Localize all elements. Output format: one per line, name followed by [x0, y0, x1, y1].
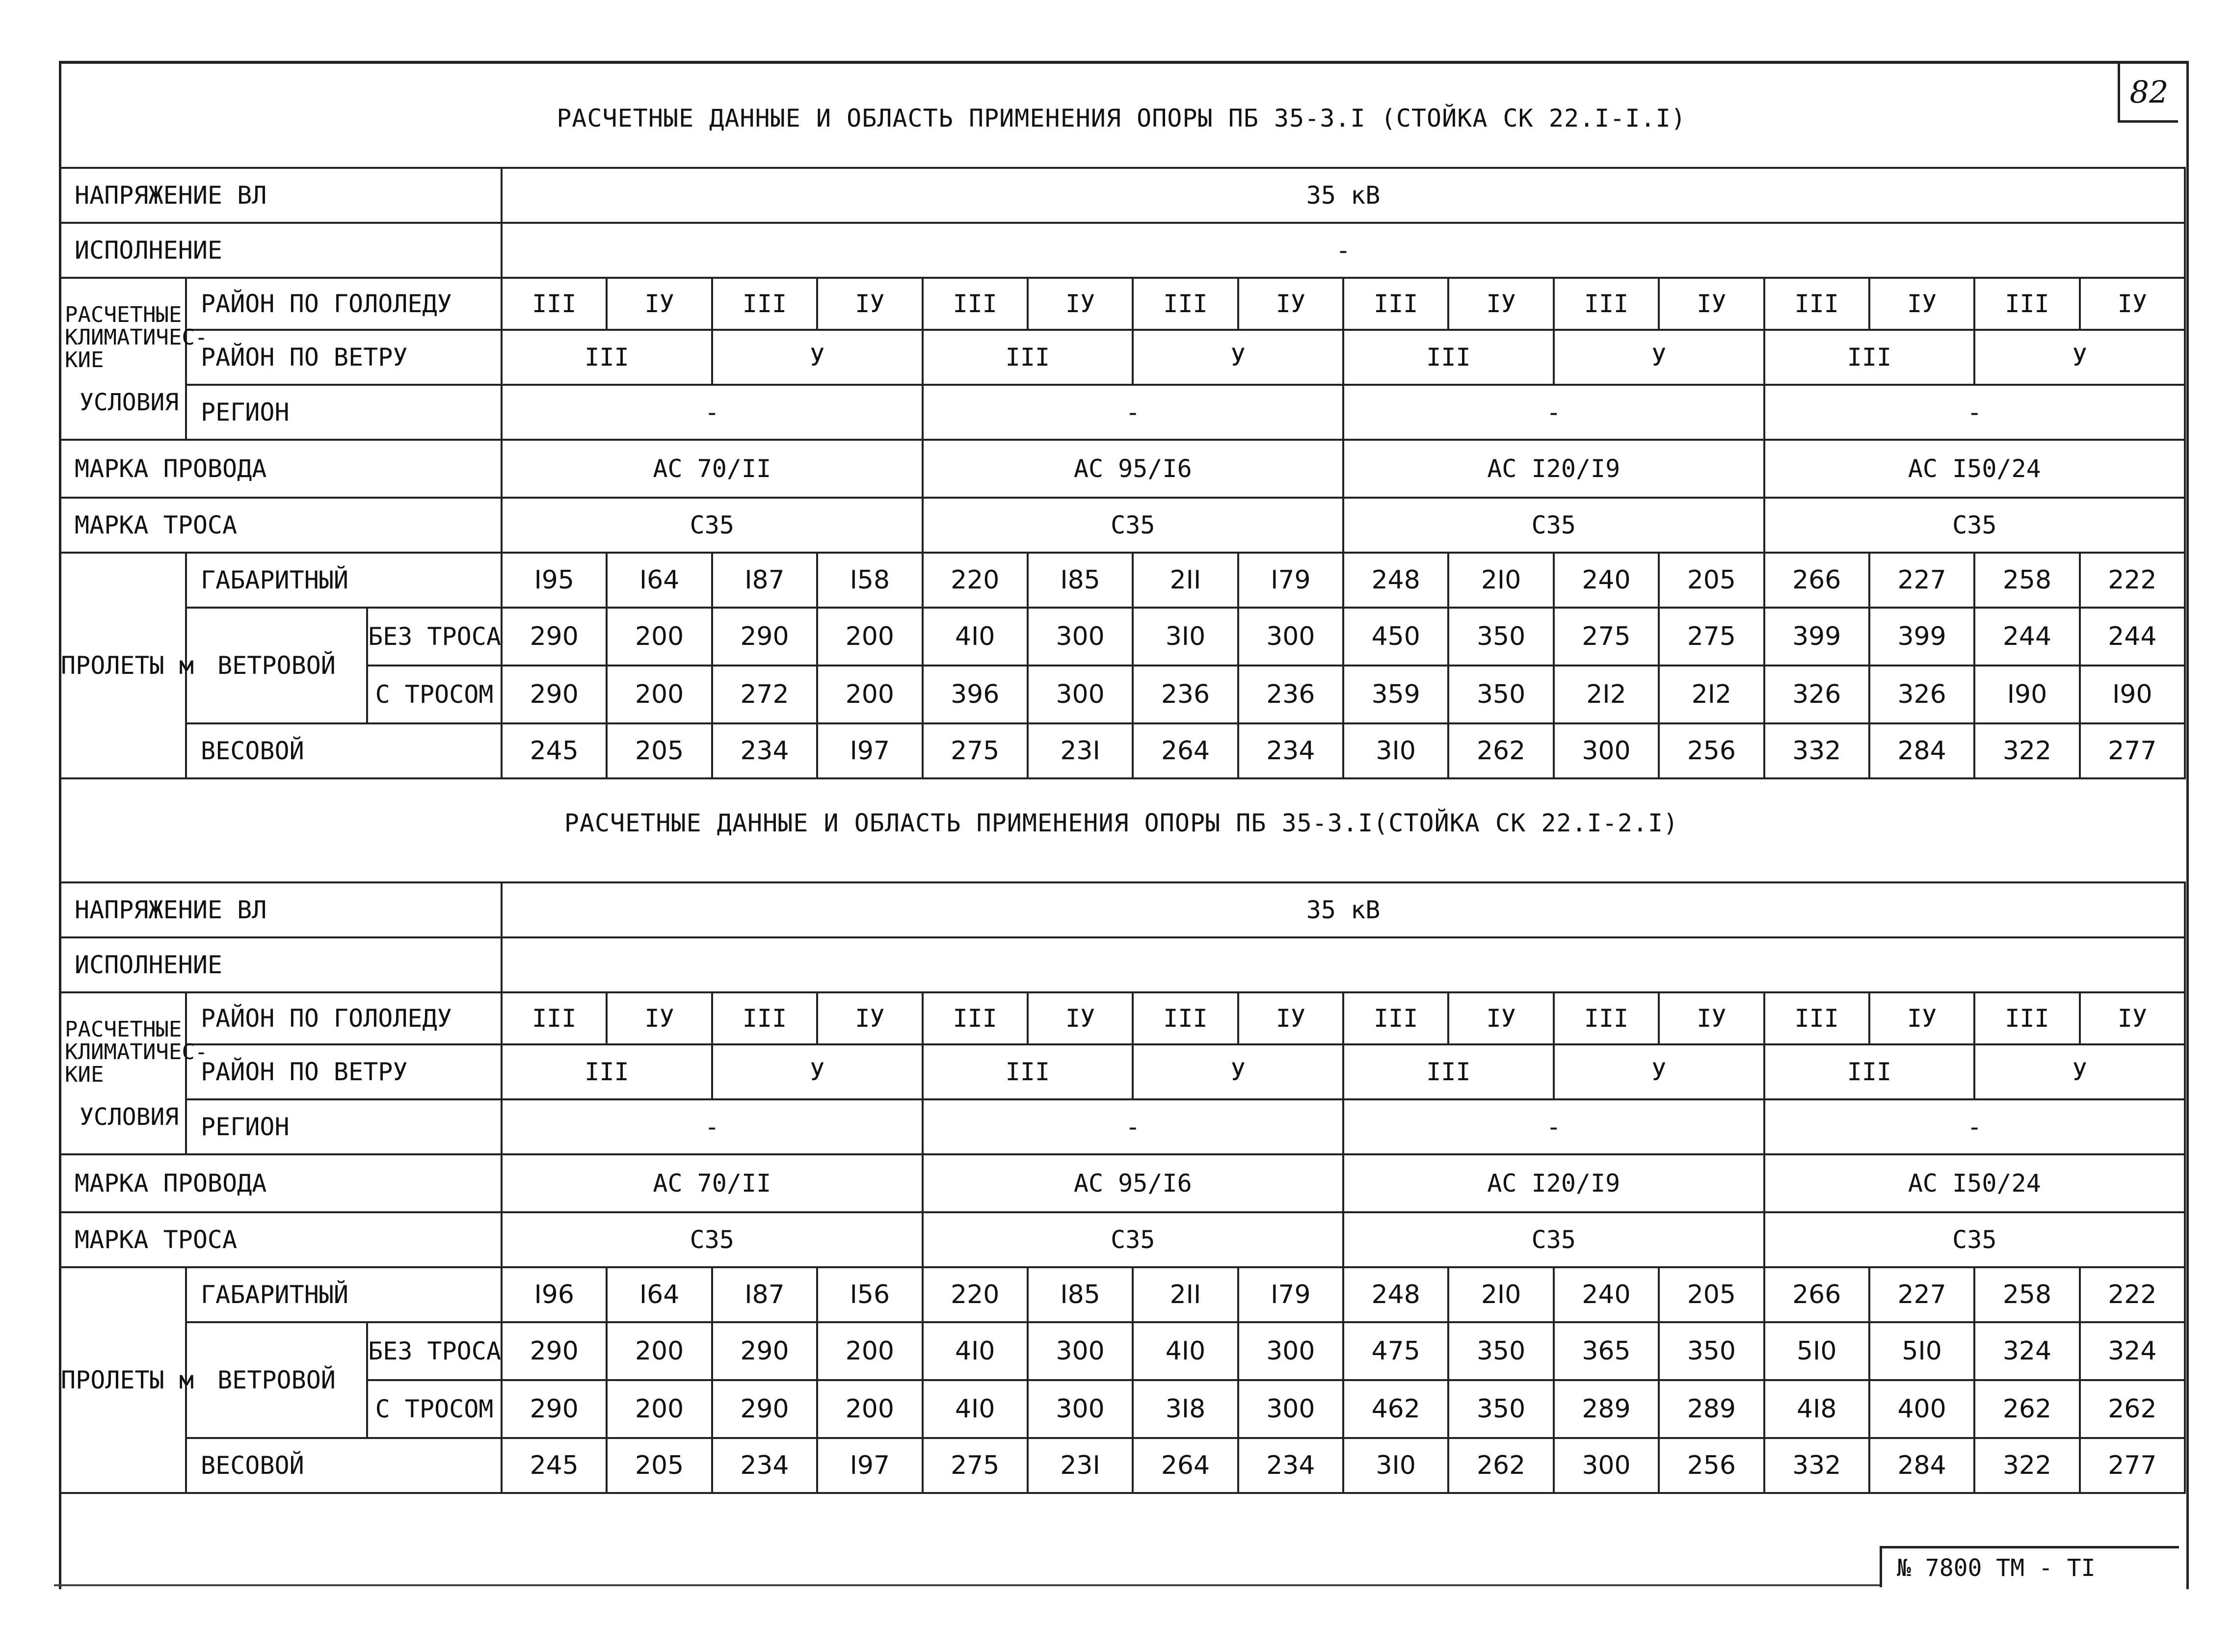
climatic-conditions-label	[60, 992, 208, 1154]
wind-with-cable-cell: 4I0	[923, 1380, 1028, 1438]
wind-with-cable-cell: 350	[1448, 1380, 1553, 1438]
ice-district-cell: IУ	[607, 278, 712, 330]
wire-cell: АС 70/II	[502, 1154, 923, 1212]
table-row	[60, 1380, 2185, 1438]
gabarit-cell: 240	[1554, 553, 1659, 608]
table-row	[60, 1044, 2185, 1099]
spans-label: ПРОЛЕТЫ м	[60, 553, 186, 778]
with-cable-label: С ТРОСОМ	[367, 666, 502, 723]
wind-with-cable-cell: 300	[1028, 1380, 1133, 1438]
wind-no-cable-cell: 290	[502, 608, 607, 666]
table-1-caption: РАСЧЕТНЫЕ ДАННЫЕ И ОБЛАСТЬ ПРИМЕНЕНИЯ ОПОРЫ ПБ 35-3.I (СТОЙКА СК 22.I-I.I)	[557, 104, 1686, 133]
ice-district-cell: IУ	[1869, 278, 1974, 330]
region-cell: -	[502, 385, 923, 440]
data-table-2	[59, 881, 2186, 1494]
ice-district-cell: III	[1764, 278, 1869, 330]
weight-cell: 23I	[1028, 1438, 1133, 1493]
cable-label: МАРКА ТРОСА	[60, 498, 502, 553]
climatic-label: РАСЧЕТНЫЕ КЛИМАТИЧЕС-КИЕ	[65, 302, 208, 373]
wind-no-cable-cell: 3I0	[1133, 608, 1238, 666]
table-row	[60, 937, 2185, 992]
wire-label: МАРКА ПРОВОДА	[60, 440, 502, 498]
cable-cell: С35	[502, 498, 923, 553]
table-row	[60, 1099, 2185, 1154]
ice-district-cell: IУ	[2080, 278, 2185, 330]
ice-district-cell: IУ	[1869, 992, 1974, 1044]
wind-with-cable-cell: 262	[1974, 1380, 2079, 1438]
region-cell: -	[502, 1099, 923, 1154]
wind-district-cell: У	[1133, 330, 1343, 385]
wind-with-cable-cell: 290	[712, 1380, 817, 1438]
wind-district-cell: III	[502, 330, 712, 385]
no-cable-label: БЕЗ ТРОСА	[367, 608, 502, 666]
cable-cell: С35	[923, 498, 1344, 553]
gabarit-cell: I64	[607, 553, 712, 608]
ice-district-cell: IУ	[817, 278, 922, 330]
wind-no-cable-cell: 200	[817, 608, 922, 666]
weight-label: ВЕСОВОЙ	[186, 723, 502, 778]
wind-with-cable-cell: 300	[1238, 1380, 1343, 1438]
ice-district-cell: IУ	[1448, 992, 1553, 1044]
weight-cell: 275	[923, 1438, 1028, 1493]
wind-with-cable-cell: 200	[817, 1380, 922, 1438]
weight-cell: 23I	[1028, 723, 1133, 778]
ice-district-label: РАЙОН ПО ГОЛОЛЕДУ	[186, 278, 502, 330]
wind-district-cell: У	[1554, 330, 1764, 385]
wind-no-cable-cell: 4I0	[923, 1322, 1028, 1380]
wire-cell: АС I50/24	[1764, 1154, 2185, 1212]
gabarit-cell: 227	[1869, 1267, 1974, 1322]
gabarit-cell: 222	[2080, 553, 2185, 608]
ice-district-cell: IУ	[2080, 992, 2185, 1044]
wind-with-cable-cell: 290	[502, 666, 607, 723]
ice-district-cell: IУ	[1238, 992, 1343, 1044]
wind-no-cable-cell: 300	[1238, 1322, 1343, 1380]
execution-label: ИСПОЛНЕНИЕ	[60, 937, 502, 992]
table-row	[60, 168, 2185, 223]
wind-no-cable-cell: 275	[1659, 608, 1764, 666]
wind-district-label: РАЙОН ПО ВЕТРУ	[186, 330, 502, 385]
gabarit-cell: I79	[1238, 553, 1343, 608]
wind-no-cable-cell: 475	[1343, 1322, 1448, 1380]
wind-district-cell: III	[1764, 1044, 1975, 1099]
table-row	[60, 385, 2185, 440]
wind-no-cable-cell: 5I0	[1869, 1322, 1974, 1380]
ice-district-cell: IУ	[1028, 278, 1133, 330]
wind-no-cable-cell: 399	[1869, 608, 1974, 666]
wind-district-cell: У	[1974, 330, 2185, 385]
table-row	[60, 1438, 2185, 1493]
wind-no-cable-cell: 275	[1554, 608, 1659, 666]
cable-label: МАРКА ТРОСА	[60, 1212, 502, 1267]
cable-cell: С35	[1343, 1212, 1764, 1267]
ice-district-label: РАЙОН ПО ГОЛОЛЕДУ	[186, 992, 502, 1044]
wind-with-cable-cell: 289	[1554, 1380, 1659, 1438]
wind-with-cable-cell: 326	[1764, 666, 1869, 723]
execution-value	[502, 937, 2185, 992]
table-row	[60, 666, 2185, 723]
wire-cell: АС I20/I9	[1343, 440, 1764, 498]
spans-label: ПРОЛЕТЫ м	[60, 1267, 186, 1493]
gabarit-cell: 266	[1764, 553, 1869, 608]
gabarit-cell: 258	[1974, 553, 2079, 608]
wind-with-cable-cell: 350	[1448, 666, 1553, 723]
bottom-border-line	[54, 1584, 1880, 1586]
weight-cell: 277	[2080, 723, 2185, 778]
voltage-value: 35 кВ	[502, 168, 2185, 223]
cable-cell: С35	[1764, 1212, 2185, 1267]
ice-district-cell: IУ	[817, 992, 922, 1044]
weight-cell: 256	[1659, 1438, 1764, 1493]
wind-with-cable-cell: 359	[1343, 666, 1448, 723]
gabarit-cell: I58	[817, 553, 922, 608]
weight-cell: 277	[2080, 1438, 2185, 1493]
wind-with-cable-cell: 290	[502, 1380, 607, 1438]
weight-cell: 205	[607, 1438, 712, 1493]
gabarit-cell: 2I0	[1448, 553, 1553, 608]
table-body	[60, 882, 2185, 1493]
gabarit-cell: I56	[817, 1267, 922, 1322]
ice-district-cell: IУ	[1659, 278, 1764, 330]
cable-cell: С35	[1764, 498, 2185, 553]
weight-cell: 264	[1133, 723, 1238, 778]
weight-cell: 332	[1764, 1438, 1869, 1493]
wire-cell: АС 95/I6	[923, 440, 1344, 498]
wind-with-cable-cell: 396	[923, 666, 1028, 723]
wind-no-cable-cell: 290	[502, 1322, 607, 1380]
wind-no-cable-cell: 200	[607, 608, 712, 666]
weight-cell: 234	[1238, 1438, 1343, 1493]
wind-with-cable-cell: 262	[2080, 1380, 2185, 1438]
gabarit-cell: 2I0	[1448, 1267, 1553, 1322]
wind-with-cable-cell: 200	[817, 666, 922, 723]
weight-cell: 284	[1869, 1438, 1974, 1493]
wind-no-cable-cell: 324	[1974, 1322, 2079, 1380]
weight-cell: 262	[1448, 1438, 1553, 1493]
weight-cell: 300	[1554, 723, 1659, 778]
wind-district-cell: III	[923, 1044, 1133, 1099]
gabarit-cell: 266	[1764, 1267, 1869, 1322]
wind-district-cell: III	[923, 330, 1133, 385]
wind-no-cable-cell: 244	[2080, 608, 2185, 666]
ice-district-cell: III	[1343, 278, 1448, 330]
document-code-stamp: № 7800 ТМ - ТІ	[1880, 1546, 2179, 1587]
ice-district-cell: III	[1133, 278, 1238, 330]
ice-district-cell: III	[923, 992, 1028, 1044]
wind-district-label: РАЙОН ПО ВЕТРУ	[186, 1044, 502, 1099]
wind-span-label: ВЕТРОВОЙ	[186, 1322, 367, 1438]
wind-no-cable-cell: 200	[817, 1322, 922, 1380]
ice-district-cell: III	[1974, 992, 2079, 1044]
weight-cell: 245	[502, 1438, 607, 1493]
table-body	[60, 168, 2185, 778]
wind-district-cell: У	[1133, 1044, 1343, 1099]
table-row	[60, 223, 2185, 278]
table-row	[60, 992, 2185, 1044]
weight-cell: 262	[1448, 723, 1553, 778]
table-row	[60, 723, 2185, 778]
page-number: 82	[2118, 64, 2178, 123]
ice-district-cell: III	[923, 278, 1028, 330]
wire-cell: АС 95/I6	[923, 1154, 1344, 1212]
table-row	[60, 1267, 2185, 1322]
wind-no-cable-cell: 350	[1448, 1322, 1553, 1380]
cable-cell: С35	[923, 1212, 1344, 1267]
table-row	[60, 278, 2185, 330]
weight-label: ВЕСОВОЙ	[186, 1438, 502, 1493]
gabarit-cell: 2II	[1133, 1267, 1238, 1322]
wind-no-cable-cell: 290	[712, 1322, 817, 1380]
weight-cell: 300	[1554, 1438, 1659, 1493]
wind-no-cable-cell: 300	[1238, 608, 1343, 666]
gabarit-cell: 205	[1659, 553, 1764, 608]
table-row	[60, 1154, 2185, 1212]
region-cell: -	[923, 1099, 1344, 1154]
wind-no-cable-cell: 5I0	[1764, 1322, 1869, 1380]
wind-with-cable-cell: 326	[1869, 666, 1974, 723]
voltage-label: НАПРЯЖЕНИЕ ВЛ	[60, 168, 502, 223]
gabarit-cell: 222	[2080, 1267, 2185, 1322]
region-cell: -	[1764, 385, 2185, 440]
gabarit-cell: I96	[502, 1267, 607, 1322]
wind-no-cable-cell: 300	[1028, 608, 1133, 666]
ice-district-cell: III	[712, 278, 817, 330]
wind-with-cable-cell: I90	[2080, 666, 2185, 723]
table-row	[60, 498, 2185, 553]
gabarit-cell: I85	[1028, 553, 1133, 608]
weight-cell: 245	[502, 723, 607, 778]
gabarit-label: ГАБАРИТНЫЙ	[186, 1267, 502, 1322]
wind-no-cable-cell: 350	[1448, 608, 1553, 666]
gabarit-cell: I85	[1028, 1267, 1133, 1322]
conditions-label: УСЛОВИЯ	[80, 389, 179, 416]
with-cable-label: С ТРОСОМ	[367, 1380, 502, 1438]
weight-cell: 205	[607, 723, 712, 778]
ice-district-cell: IУ	[1448, 278, 1553, 330]
wind-with-cable-cell: 4I8	[1764, 1380, 1869, 1438]
gabarit-cell: I64	[607, 1267, 712, 1322]
wind-no-cable-cell: 4I0	[1133, 1322, 1238, 1380]
gabarit-cell: I95	[502, 553, 607, 608]
wind-no-cable-cell: 450	[1343, 608, 1448, 666]
weight-cell: 256	[1659, 723, 1764, 778]
table-row	[60, 440, 2185, 498]
table-row	[60, 330, 2185, 385]
table-row	[60, 882, 2185, 937]
wind-district-cell: III	[1343, 1044, 1554, 1099]
ice-district-cell: IУ	[607, 992, 712, 1044]
wind-district-cell: У	[1554, 1044, 1764, 1099]
region-cell: -	[1343, 1099, 1764, 1154]
voltage-value: 35 кВ	[502, 882, 2185, 937]
wind-with-cable-cell: 400	[1869, 1380, 1974, 1438]
gabarit-label: ГАБАРИТНЫЙ	[186, 553, 502, 608]
table-row	[60, 1322, 2185, 1380]
wind-district-cell: У	[712, 330, 923, 385]
table-2-caption: РАСЧЕТНЫЕ ДАННЫЕ И ОБЛАСТЬ ПРИМЕНЕНИЯ ОПОРЫ ПБ 35-3.I(СТОЙКА СК 22.I-2.I)	[564, 809, 1679, 837]
table-row	[60, 1212, 2185, 1267]
wind-no-cable-cell: 365	[1554, 1322, 1659, 1380]
gabarit-cell: 248	[1343, 553, 1448, 608]
ice-district-cell: III	[1554, 278, 1659, 330]
wind-with-cable-cell: 462	[1343, 1380, 1448, 1438]
wind-with-cable-cell: 272	[712, 666, 817, 723]
region-cell: -	[923, 385, 1344, 440]
region-label: РЕГИОН	[186, 1099, 502, 1154]
weight-cell: 264	[1133, 1438, 1238, 1493]
weight-cell: I97	[817, 1438, 922, 1493]
gabarit-cell: 2II	[1133, 553, 1238, 608]
gabarit-cell: 205	[1659, 1267, 1764, 1322]
region-cell: -	[1343, 385, 1764, 440]
climatic-conditions-label	[60, 278, 208, 440]
gabarit-cell: 220	[923, 553, 1028, 608]
gabarit-cell: 220	[923, 1267, 1028, 1322]
execution-value: -	[502, 223, 2185, 278]
wind-no-cable-cell: 350	[1659, 1322, 1764, 1380]
ice-district-cell: III	[1554, 992, 1659, 1044]
cable-cell: С35	[502, 1212, 923, 1267]
region-cell: -	[1764, 1099, 2185, 1154]
wind-no-cable-cell: 4I0	[923, 608, 1028, 666]
wind-no-cable-cell: 300	[1028, 1322, 1133, 1380]
region-label: РЕГИОН	[186, 385, 502, 440]
gabarit-cell: 227	[1869, 553, 1974, 608]
no-cable-label: БЕЗ ТРОСА	[367, 1322, 502, 1380]
wind-district-cell: III	[502, 1044, 712, 1099]
wind-with-cable-cell: 200	[607, 666, 712, 723]
weight-cell: 284	[1869, 723, 1974, 778]
data-table-1	[59, 167, 2186, 779]
wind-district-cell: У	[1974, 1044, 2185, 1099]
weight-cell: 234	[712, 1438, 817, 1493]
gabarit-cell: I87	[712, 553, 817, 608]
weight-cell: 234	[712, 723, 817, 778]
wind-with-cable-cell: 2I2	[1554, 666, 1659, 723]
wind-with-cable-cell: 200	[607, 1380, 712, 1438]
ice-district-cell: III	[502, 278, 607, 330]
wind-span-label: ВЕТРОВОЙ	[186, 608, 367, 723]
weight-cell: 332	[1764, 723, 1869, 778]
wind-with-cable-cell: 236	[1238, 666, 1343, 723]
ice-district-cell: III	[1133, 992, 1238, 1044]
weight-cell: I97	[817, 723, 922, 778]
cable-cell: С35	[1343, 498, 1764, 553]
wire-cell: АС I50/24	[1764, 440, 2185, 498]
wind-with-cable-cell: 236	[1133, 666, 1238, 723]
wind-no-cable-cell: 399	[1764, 608, 1869, 666]
wind-no-cable-cell: 290	[712, 608, 817, 666]
ice-district-cell: III	[1764, 992, 1869, 1044]
table-row	[60, 553, 2185, 608]
conditions-label: УСЛОВИЯ	[80, 1103, 179, 1131]
ice-district-cell: III	[712, 992, 817, 1044]
weight-cell: 275	[923, 723, 1028, 778]
ice-district-cell: IУ	[1028, 992, 1133, 1044]
wind-no-cable-cell: 200	[607, 1322, 712, 1380]
wind-district-cell: III	[1343, 330, 1554, 385]
gabarit-cell: 248	[1343, 1267, 1448, 1322]
wind-with-cable-cell: 3I8	[1133, 1380, 1238, 1438]
voltage-label: НАПРЯЖЕНИЕ ВЛ	[60, 882, 502, 937]
weight-cell: 3I0	[1343, 723, 1448, 778]
table-row	[60, 608, 2185, 666]
weight-cell: 234	[1238, 723, 1343, 778]
wind-with-cable-cell: 289	[1659, 1380, 1764, 1438]
wind-no-cable-cell: 244	[1974, 608, 2079, 666]
wind-district-cell: III	[1764, 330, 1975, 385]
climatic-label: РАСЧЕТНЫЕ КЛИМАТИЧЕС-КИЕ	[65, 1017, 208, 1087]
wind-with-cable-cell: 300	[1028, 666, 1133, 723]
wire-label: МАРКА ПРОВОДА	[60, 1154, 502, 1212]
weight-cell: 322	[1974, 1438, 2079, 1493]
ice-district-cell: IУ	[1659, 992, 1764, 1044]
wind-with-cable-cell: I90	[1974, 666, 2079, 723]
wind-district-cell: У	[712, 1044, 923, 1099]
weight-cell: 3I0	[1343, 1438, 1448, 1493]
wind-with-cable-cell: 2I2	[1659, 666, 1764, 723]
wire-cell: АС I20/I9	[1343, 1154, 1764, 1212]
ice-district-cell: IУ	[1238, 278, 1343, 330]
wire-cell: АС 70/II	[502, 440, 923, 498]
gabarit-cell: I79	[1238, 1267, 1343, 1322]
ice-district-cell: III	[1974, 278, 2079, 330]
wind-no-cable-cell: 324	[2080, 1322, 2185, 1380]
ice-district-cell: III	[1343, 992, 1448, 1044]
gabarit-cell: 240	[1554, 1267, 1659, 1322]
gabarit-cell: 258	[1974, 1267, 2079, 1322]
execution-label: ИСПОЛНЕНИЕ	[60, 223, 502, 278]
weight-cell: 322	[1974, 723, 2079, 778]
gabarit-cell: I87	[712, 1267, 817, 1322]
ice-district-cell: III	[502, 992, 607, 1044]
